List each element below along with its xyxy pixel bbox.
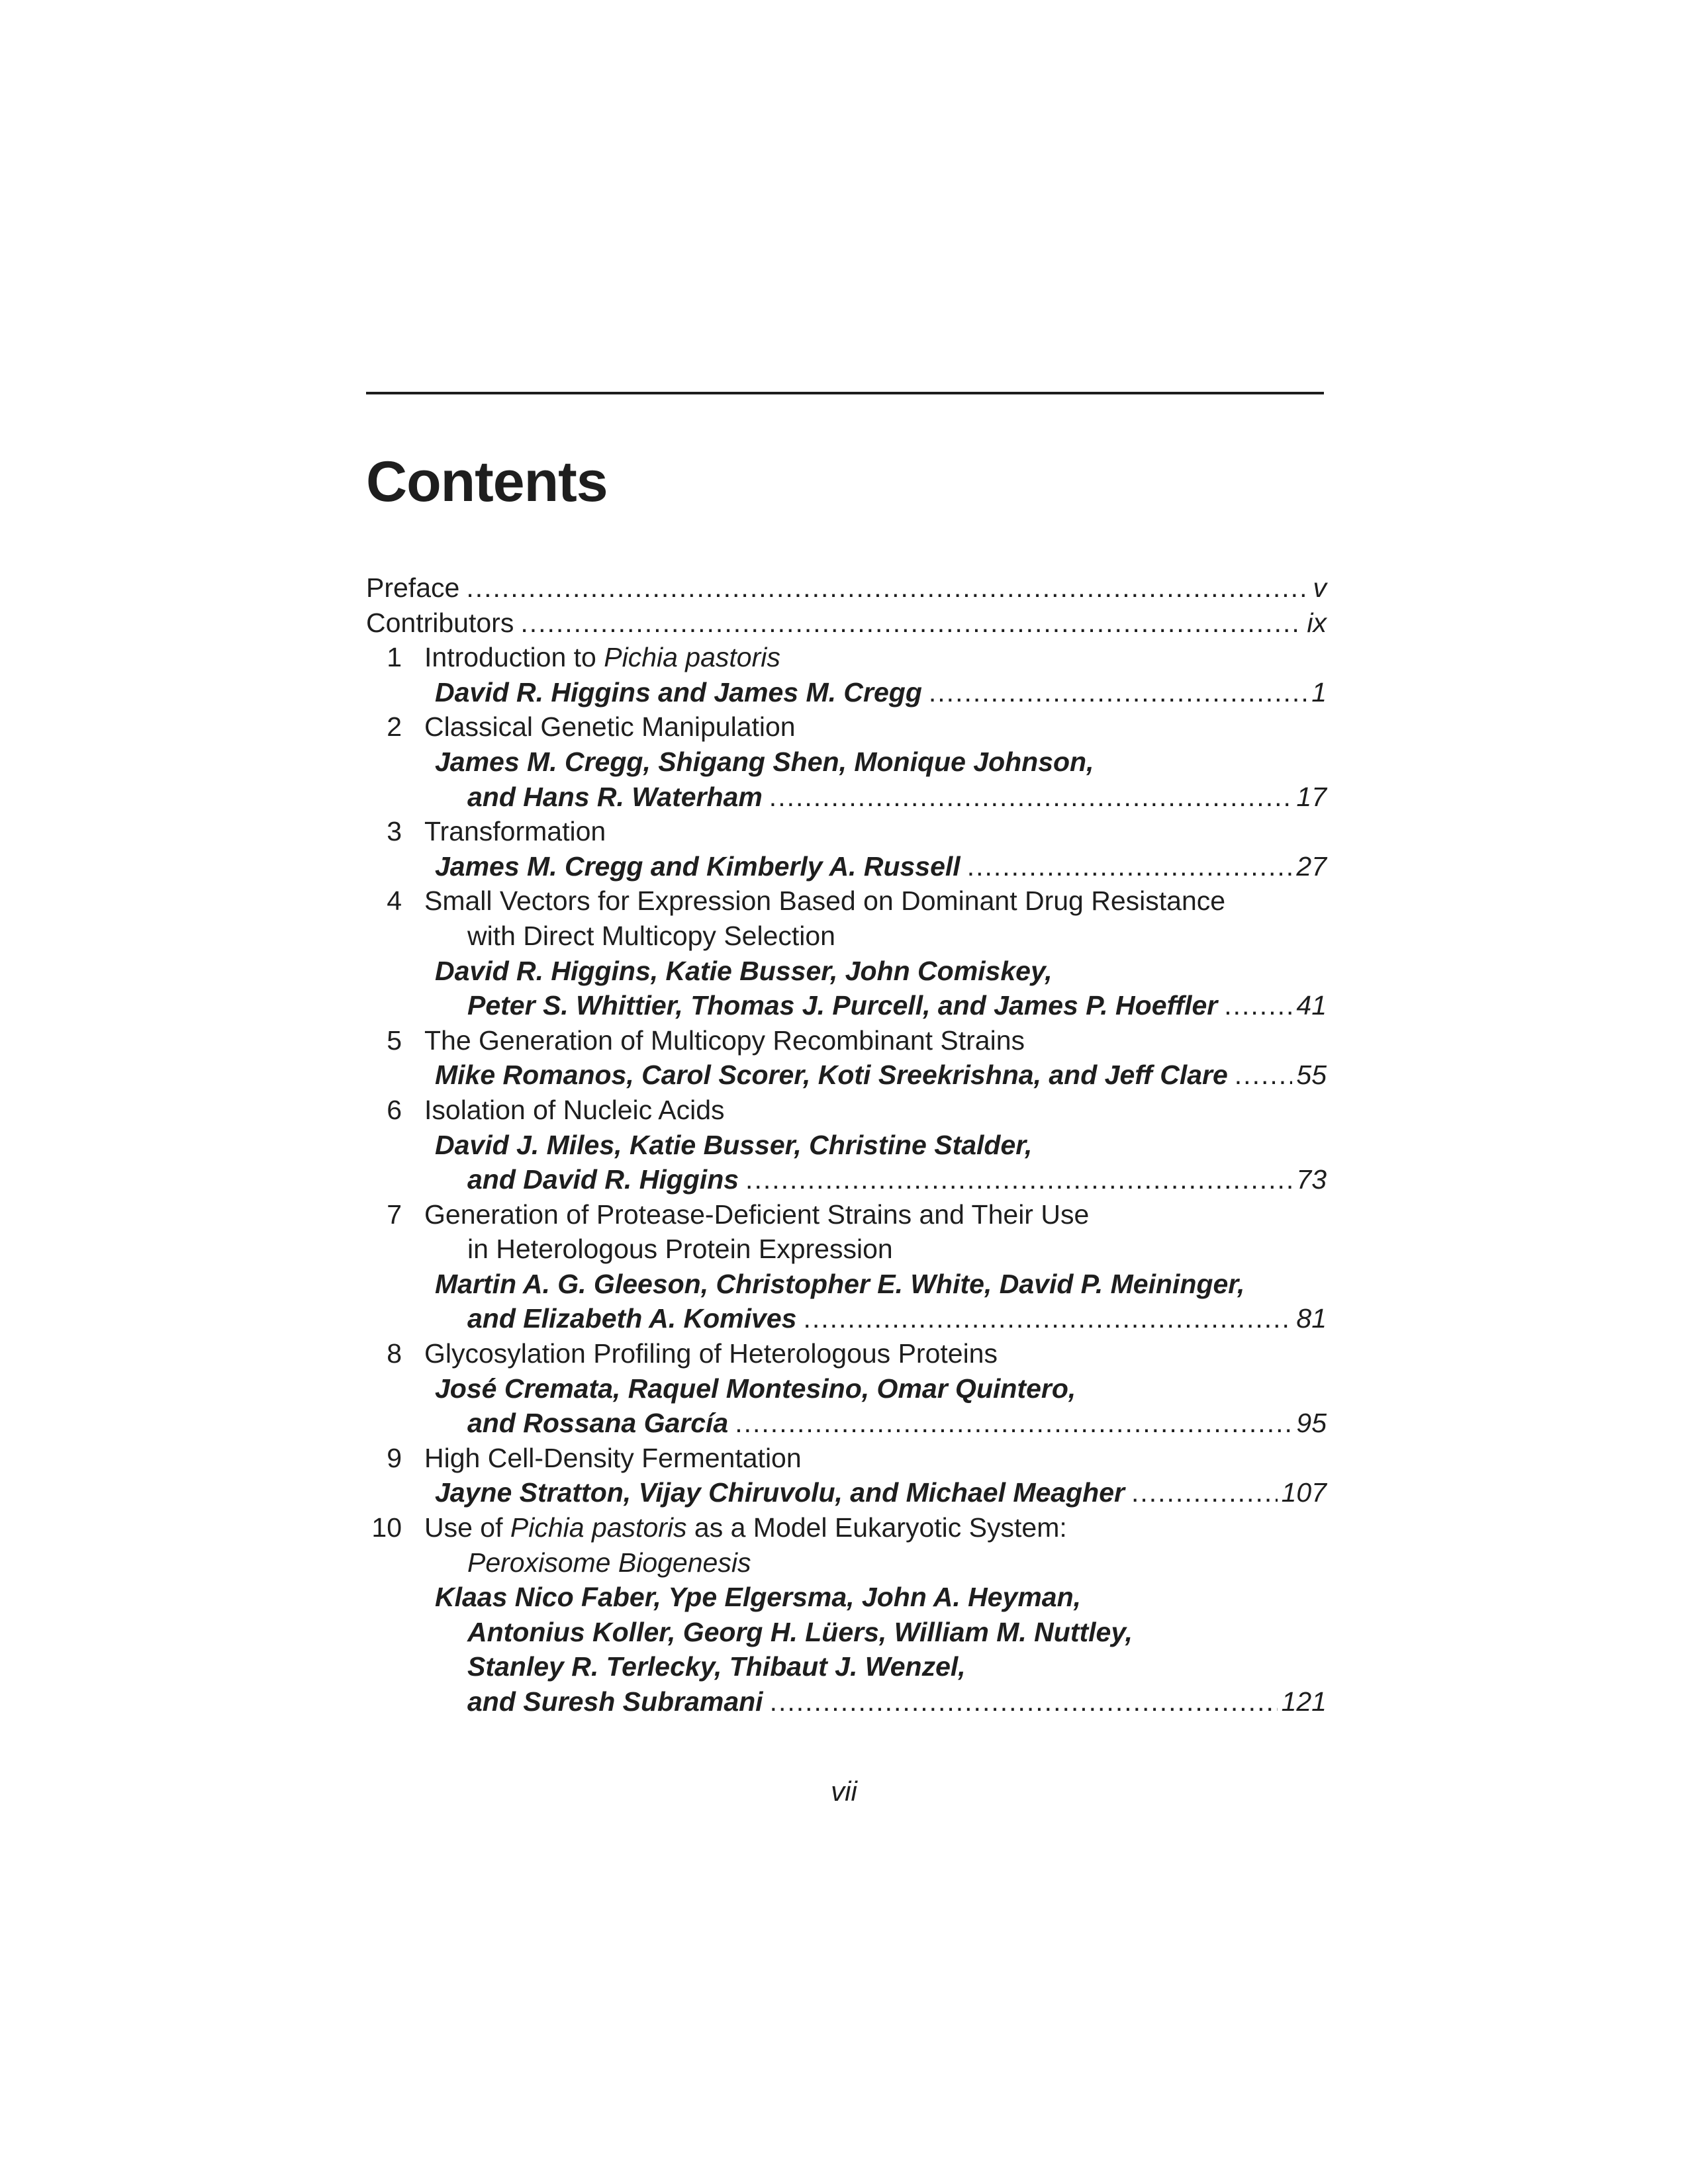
chapter-title-text: Use of xyxy=(424,1512,510,1543)
chapter-7-authors-line xyxy=(366,1267,1327,1302)
chapter-title: Isolation of Nucleic Acids xyxy=(424,1094,725,1125)
table-of-contents xyxy=(366,570,1327,1719)
page-folio: vii xyxy=(831,1776,857,1807)
chapter-title: in Heterologous Protein Expression xyxy=(467,1234,893,1265)
entry-label: Preface xyxy=(366,572,460,603)
chapter-authors: Stanley R. Terlecky, Thibaut J. Wenzel, xyxy=(467,1651,966,1682)
chapter-10-authors-line xyxy=(366,1649,1327,1684)
leader-dots xyxy=(735,1406,1292,1441)
chapter-title: Classical Genetic Manipulation xyxy=(424,711,796,743)
chapter-title-italic: Pichia pastoris xyxy=(604,642,780,673)
chapter-1-authors-line xyxy=(366,675,1327,710)
chapter-4-title-line[interactable] xyxy=(366,884,1327,919)
page-number: 41 xyxy=(1296,990,1327,1021)
chapter-authors: and Rossana García xyxy=(467,1408,729,1439)
chapter-number: 1 xyxy=(387,642,402,673)
chapter-2-authors-line xyxy=(366,745,1327,780)
chapter-9-title-line[interactable] xyxy=(366,1441,1327,1476)
chapter-4-title-continuation xyxy=(366,919,1327,954)
chapter-authors: and Suresh Subramani xyxy=(467,1686,763,1717)
chapter-number: 5 xyxy=(387,1024,402,1056)
chapter-authors: Mike Romanos, Carol Scorer, Koti Sreekrishna, and Jeff Clare xyxy=(435,1060,1228,1091)
chapter-8-authors-line xyxy=(366,1371,1327,1406)
chapter-7-title-continuation xyxy=(366,1232,1327,1267)
chapter-authors: Jayne Stratton, Vijay Chiruvolu, and Michael Meagher xyxy=(435,1477,1125,1508)
page-number: 121 xyxy=(1281,1686,1327,1717)
chapter-6-authors-line xyxy=(366,1128,1327,1163)
page-title: Contents xyxy=(366,450,608,514)
chapter-authors: and David R. Higgins xyxy=(467,1164,739,1195)
chapter-10-authors-line xyxy=(366,1615,1327,1650)
leader-dots xyxy=(745,1162,1292,1197)
chapter-number: 6 xyxy=(387,1094,402,1125)
chapter-title: Transformation xyxy=(424,816,606,847)
chapter-title: with Direct Multicopy Selection xyxy=(467,920,835,951)
leader-dots xyxy=(967,849,1293,884)
chapter-title: Generation of Protease-Deficient Strains and Their Use xyxy=(424,1199,1090,1230)
page-number: 27 xyxy=(1296,850,1327,882)
chapter-3-authors-line xyxy=(366,849,1327,884)
chapter-title-italic: Pichia pastoris xyxy=(510,1512,687,1543)
chapter-title-text: as a Model Eukaryotic System: xyxy=(686,1512,1067,1543)
chapter-authors: Peter S. Whittier, Thomas J. Purcell, and James P. Hoeffler xyxy=(467,990,1218,1021)
chapter-authors: David R. Higgins, Katie Busser, John Comiskey, xyxy=(435,955,1053,986)
chapter-number: 8 xyxy=(387,1338,402,1369)
chapter-number: 3 xyxy=(387,816,402,847)
chapter-8-authors-line xyxy=(366,1406,1327,1441)
chapter-title xyxy=(424,1510,1067,1545)
page-number: 55 xyxy=(1296,1060,1327,1091)
chapter-authors: James M. Cregg and Kimberly A. Russell xyxy=(435,850,961,882)
page-number: 107 xyxy=(1281,1477,1327,1508)
chapter-4-authors-line xyxy=(366,954,1327,989)
leader-dots xyxy=(770,1684,1278,1719)
page-number: v xyxy=(1313,572,1327,603)
chapter-authors: José Cremata, Raquel Montesino, Omar Quintero, xyxy=(435,1373,1076,1404)
chapter-authors: David R. Higgins and James M. Cregg xyxy=(435,676,922,707)
chapter-9-authors-line xyxy=(366,1475,1327,1510)
chapter-3-title-line[interactable] xyxy=(366,814,1327,849)
chapter-authors: and Hans R. Waterham xyxy=(467,781,763,812)
leader-dots xyxy=(803,1301,1292,1336)
chapter-1-title-line[interactable] xyxy=(366,640,1327,675)
chapter-4-authors-line xyxy=(366,988,1327,1023)
leader-dots xyxy=(929,675,1307,710)
page-number: 1 xyxy=(1311,676,1327,707)
chapter-number: 4 xyxy=(387,886,402,917)
chapter-title: High Cell-Density Fermentation xyxy=(424,1442,802,1473)
chapter-subtitle: Peroxisome Biogenesis xyxy=(467,1547,751,1578)
toc-entry-preface[interactable] xyxy=(366,570,1327,606)
chapter-5-title-line[interactable] xyxy=(366,1023,1327,1058)
toc-entry-contributors[interactable] xyxy=(366,606,1327,641)
chapter-title-text: Introduction to xyxy=(424,642,604,673)
leader-dots xyxy=(520,606,1303,641)
chapter-authors: James M. Cregg, Shigang Shen, Monique Johnson, xyxy=(435,746,1094,777)
chapter-8-title-line[interactable] xyxy=(366,1336,1327,1371)
chapter-7-title-line[interactable] xyxy=(366,1197,1327,1232)
chapter-6-authors-line xyxy=(366,1162,1327,1197)
chapter-authors: Martin A. G. Gleeson, Christopher E. White, David P. Meininger, xyxy=(435,1268,1245,1299)
chapter-10-authors-line xyxy=(366,1580,1327,1615)
page-number: 81 xyxy=(1296,1303,1327,1334)
chapter-10-subtitle-line xyxy=(366,1545,1327,1580)
chapter-authors: Klaas Nico Faber, Ype Elgersma, John A. Heyman, xyxy=(435,1582,1082,1613)
leader-dots xyxy=(1235,1058,1293,1093)
chapter-title xyxy=(424,640,780,675)
page-number: 17 xyxy=(1296,781,1327,812)
page-number: 73 xyxy=(1296,1164,1327,1195)
chapter-authors: Antonius Koller, Georg H. Lüers, William M. Nuttley, xyxy=(467,1616,1133,1647)
chapter-title: Small Vectors for Expression Based on Dominant Drug Resistance xyxy=(424,886,1226,917)
chapter-title: The Generation of Multicopy Recombinant Strains xyxy=(424,1024,1025,1056)
leader-dots xyxy=(769,780,1293,815)
chapter-6-title-line[interactable] xyxy=(366,1093,1327,1128)
top-rule xyxy=(366,392,1324,394)
page-number: ix xyxy=(1307,607,1327,638)
chapter-authors: David J. Miles, Katie Busser, Christine Stalder, xyxy=(435,1129,1033,1160)
chapter-authors: and Elizabeth A. Komives xyxy=(467,1303,797,1334)
chapter-number: 7 xyxy=(387,1199,402,1230)
chapter-10-title-line[interactable] xyxy=(366,1510,1327,1545)
leader-dots xyxy=(466,570,1309,606)
entry-label: Contributors xyxy=(366,607,514,638)
chapter-number: 10 xyxy=(371,1512,402,1543)
leader-dots xyxy=(1131,1475,1278,1510)
chapter-7-authors-line xyxy=(366,1301,1327,1336)
chapter-2-title-line[interactable] xyxy=(366,709,1327,745)
chapter-5-authors-line xyxy=(366,1058,1327,1093)
chapter-title: Glycosylation Profiling of Heterologous Proteins xyxy=(424,1338,998,1369)
chapter-10-authors-line xyxy=(366,1684,1327,1719)
leader-dots xyxy=(1224,988,1292,1023)
chapter-number: 9 xyxy=(387,1442,402,1473)
chapter-2-authors-line xyxy=(366,780,1327,815)
chapter-number: 2 xyxy=(387,711,402,743)
page-number: 95 xyxy=(1296,1408,1327,1439)
